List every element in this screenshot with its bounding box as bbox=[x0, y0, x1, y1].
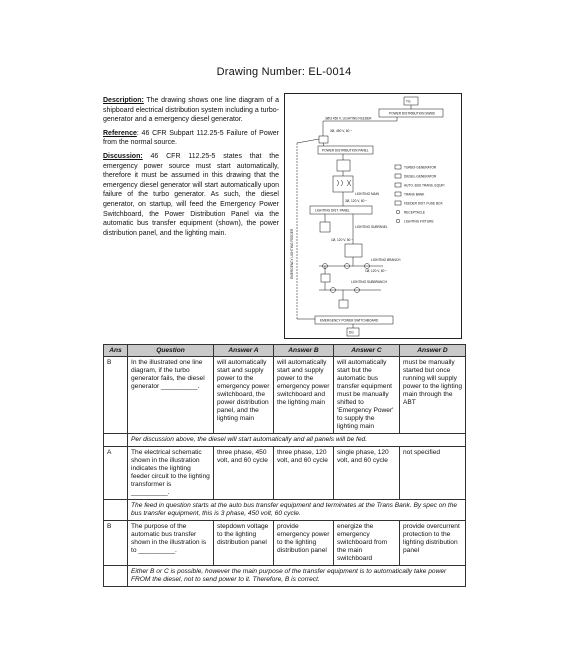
row-question: The electrical schematic shown in the illustration indicates the lighting feeder circuit to the lighting transformer is __________. bbox=[128, 447, 214, 500]
row-answer-c: single phase, 120 volt, and 60 cycle bbox=[334, 447, 400, 500]
row-answer-c: will automatically start but the automatic bus transfer equipment must be manually shifted to 'Emergency Power' to supply the lighting main bbox=[334, 357, 400, 434]
table-row-discussion bbox=[104, 566, 466, 587]
row-answer-a: three phase, 450 volt, and 60 cycle bbox=[214, 447, 274, 500]
one-line-diagram bbox=[284, 93, 462, 339]
emergency-feeder-label: EMERGENCY LIGHTING FEEDER bbox=[290, 228, 294, 279]
voltage-label-3: 1Ø, 120 V, 60 ~ bbox=[331, 238, 354, 242]
row-discussion: Either B or C is possible, however the main purpose of the transfer equipment is to automatically take power FROM the diesel, not to send power to it. Therefore, B is correct. bbox=[128, 566, 466, 587]
legend-item-2: AUTO. BUS TRANS. EQUIP. bbox=[404, 183, 445, 188]
description-paragraph bbox=[103, 96, 279, 125]
table-row-discussion bbox=[104, 500, 466, 521]
row-answer-b: three phase, 120 volt, and 60 cycle bbox=[274, 447, 334, 500]
subbranch-fuse-box bbox=[339, 300, 348, 308]
power-dist-swbd-label: POWER DISTRIBUTION SWBD bbox=[389, 111, 435, 116]
row-question: The purpose of the automatic bus transfer shown in the illustration is to __________. bbox=[128, 521, 214, 566]
row-ans: B bbox=[104, 521, 128, 566]
header-answer-c: Answer C bbox=[334, 345, 400, 357]
drawing-number-title: Drawing Number: EL-0014 bbox=[216, 66, 352, 78]
voltage-label-4: 1Ø, 120 V, 60 ~ bbox=[365, 269, 388, 273]
discussion-paragraph bbox=[103, 152, 279, 238]
power-dist-panel-label: POWER DISTRIBUTION PANEL bbox=[322, 148, 369, 153]
voltage-label-1: 3Ø, 450 V, 60 ~ bbox=[330, 129, 353, 133]
description-block bbox=[103, 96, 279, 242]
branch-fuse-box bbox=[321, 274, 330, 282]
header-question: Question bbox=[128, 345, 214, 357]
description-text: The drawing shows one line diagram of a shipboard electrical distribution system including a turbo-generator and a emergency diesel generator. bbox=[103, 97, 279, 124]
row-answer-b: provide emergency power to the lighting distribution panel bbox=[274, 521, 334, 566]
header-answer-a: Answer A bbox=[214, 345, 274, 357]
legend-item-0: TURBO-GENERATOR bbox=[404, 165, 437, 170]
tg-label: TG bbox=[406, 99, 411, 104]
dg-label: DG bbox=[349, 330, 354, 335]
row-discussion: Per discussion above, the diesel will start automatically and all panels will be fed. bbox=[128, 434, 466, 447]
description-label: Description: bbox=[103, 97, 144, 104]
table-row-discussion bbox=[104, 434, 466, 447]
lighting-fuse-box bbox=[320, 222, 330, 232]
lighting-main-label: LIGHTING MAIN bbox=[355, 192, 379, 196]
row-answer-c: energize the emergency switchboard from the main switchboard bbox=[334, 521, 400, 566]
row-answer-b: will automatically start and supply power to the emergency power switchboard and the lighting main bbox=[274, 357, 334, 434]
legend-item-3: TRANS BANK bbox=[404, 192, 425, 197]
lighting-subpanel-label: LIGHTING SUBPANEL bbox=[355, 225, 388, 229]
row-ans: B bbox=[104, 357, 128, 434]
abt-box bbox=[319, 136, 328, 143]
row-answer-d: provide overcurrent protection to the lighting distribution panel bbox=[400, 521, 466, 566]
row-question: In the illustrated one line diagram, if the turbo generator fails, the diesel generator __________. bbox=[128, 357, 214, 434]
lighting-subbranch-label: LIGHTING SUBBRANCH bbox=[351, 280, 387, 284]
legend-item-1: DIESEL-GENERATOR bbox=[404, 174, 437, 179]
row-answer-a: will automatically start and supply power to the emergency power switchboard, the power distribution panel, and the lighting main bbox=[214, 357, 274, 434]
header-answer-d: Answer D bbox=[400, 345, 466, 357]
fuse-box bbox=[337, 160, 350, 171]
discussion-label: Discussion: bbox=[103, 152, 143, 160]
row-answer-d: not specified bbox=[400, 447, 466, 500]
table-row bbox=[104, 447, 466, 500]
legend-item-6: LIGHTING FIXTURE bbox=[404, 219, 434, 224]
question-table bbox=[103, 344, 466, 587]
feeder-label: 3Ø/3 450 V. LIGHTING FEEDER bbox=[325, 116, 372, 121]
lighting-dist-panel-label: LIGHTING DIST. PANEL bbox=[315, 208, 350, 213]
diagram-svg bbox=[285, 94, 461, 338]
table-row bbox=[104, 521, 466, 566]
table-header-row bbox=[104, 345, 466, 357]
lighting-subpanel-box bbox=[345, 244, 362, 257]
row-ans: A bbox=[104, 447, 128, 500]
legend-item-4: FEEDER DIST. FUSE BOX bbox=[404, 201, 443, 206]
row-answer-a: stepdown voltage to the lighting distribution panel bbox=[214, 521, 274, 566]
voltage-label-2: 3Ø, 120 V, 60 ~ bbox=[345, 199, 368, 203]
trans-bank-box bbox=[333, 176, 353, 192]
discussion-text: 46 CFR 112.25-5 states that the emergency power source must start automatically, therefore it must be assumed in this drawing that the emergency diesel generator will start automatically upon failure of the turbo generator. As such, the diesel generator, on startup, will feed the Emergency Power Switchboard, the Power Distribution Panel via the automatic bus transfer equipment (shown), the power distribution panel, and the lighting main. bbox=[103, 152, 279, 237]
reference-text: : 46 CFR Subpart 112.25-5 Failure of Power from the normal source. bbox=[103, 129, 279, 147]
row-discussion: The feed in question starts at the auto bus transfer equipment and terminates at the Trans Bank. By spec on the bus transfer equipment, this is 3 phase, 450 volt, 60 cycle. bbox=[128, 500, 466, 521]
header-ans: Ans bbox=[104, 345, 128, 357]
reference-paragraph bbox=[103, 129, 279, 148]
row-answer-d: must be manually started but once running will supply power to the lighting main through the ABT bbox=[400, 357, 466, 434]
emergency-swbd-label: EMERGENCY POWER SWITCHBOARD bbox=[320, 318, 379, 323]
reference-label: Reference bbox=[103, 129, 137, 137]
legend-item-5: RECEPTACLE bbox=[404, 210, 426, 215]
lighting-branch-label: LIGHTING BRANCH bbox=[371, 258, 401, 262]
header-answer-b: Answer B bbox=[274, 345, 334, 357]
table-row bbox=[104, 357, 466, 434]
